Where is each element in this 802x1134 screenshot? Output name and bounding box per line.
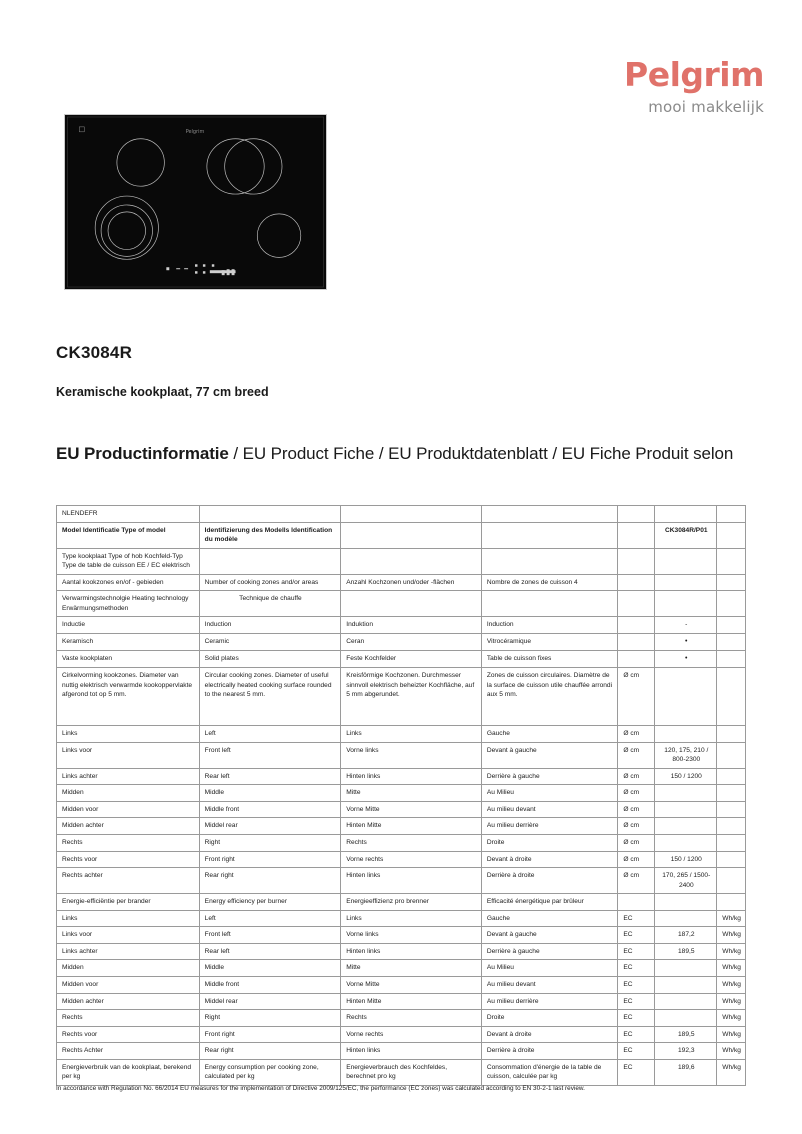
table-cell — [655, 1010, 717, 1027]
table-cell: Rear left — [199, 943, 341, 960]
table-cell: Rechts achter — [57, 868, 200, 894]
table-cell — [717, 574, 746, 591]
table-cell: Ø cm — [618, 835, 655, 852]
table-cell: Energieverbruik van de kookplaat, berekend per kg — [57, 1059, 200, 1085]
table-cell: Induction — [199, 617, 341, 634]
table-cell: Energy consumption per cooking zone, calculated per kg — [199, 1059, 341, 1085]
table-cell — [717, 742, 746, 768]
table-cell: EC — [618, 960, 655, 977]
table-cell: Wh/kg — [717, 910, 746, 927]
table-cell: Rechts voor — [57, 851, 200, 868]
table-cell — [618, 591, 655, 617]
table-cell: Ø cm — [618, 818, 655, 835]
table-cell: Rechts voor — [57, 1026, 200, 1043]
table-cell: Gauche — [481, 910, 618, 927]
table-cell: Efficacité énergétique par brûleur — [481, 894, 618, 911]
table-row — [57, 835, 746, 852]
table-cell: Rear right — [199, 868, 341, 894]
table-cell: Wh/kg — [717, 960, 746, 977]
table-cell: Links achter — [57, 768, 200, 785]
table-cell: Devant à droite — [481, 851, 618, 868]
table-cell — [341, 522, 482, 548]
table-cell: 187,2 — [655, 927, 717, 944]
brand-logo — [584, 55, 764, 116]
table-row — [57, 785, 746, 802]
table-cell: 150 / 1200 — [655, 768, 717, 785]
table-cell: Au milieu devant — [481, 976, 618, 993]
table-cell: Ø cm — [618, 668, 655, 726]
table-cell: Rechts Achter — [57, 1043, 200, 1060]
table-cell: Middle — [199, 785, 341, 802]
table-cell — [655, 785, 717, 802]
table-cell: Derrière à gauche — [481, 768, 618, 785]
table-cell: Derrière à droite — [481, 868, 618, 894]
table-cell: Hinten links — [341, 868, 482, 894]
table-cell: Energy efficiency per burner — [199, 894, 341, 911]
table-cell — [717, 617, 746, 634]
table-cell — [655, 993, 717, 1010]
table-cell — [655, 726, 717, 743]
table-row — [57, 943, 746, 960]
table-cell: Verwarmingstechnolgie Heating technology Erwärmungsmethoden — [57, 591, 200, 617]
table-row — [57, 574, 746, 591]
table-cell: Ø cm — [618, 768, 655, 785]
table-row — [57, 976, 746, 993]
table-cell: Derrière à gauche — [481, 943, 618, 960]
table-cell: Technique de chauffe — [199, 591, 341, 617]
table-cell: Front left — [199, 742, 341, 768]
product-subtitle: Keramische kookplaat, 77 cm breed — [56, 385, 269, 399]
table-cell — [717, 651, 746, 668]
table-cell: Gauche — [481, 726, 618, 743]
table-cell — [655, 894, 717, 911]
table-cell: EC — [618, 1059, 655, 1085]
table-cell: Energieeffizienz pro brenner — [341, 894, 482, 911]
table-cell — [717, 785, 746, 802]
table-cell: CK3084R/P01 — [655, 522, 717, 548]
table-cell: EC — [618, 1043, 655, 1060]
table-cell: Rear right — [199, 1043, 341, 1060]
table-cell — [655, 960, 717, 977]
table-cell — [655, 801, 717, 818]
table-cell — [655, 818, 717, 835]
table-row — [57, 801, 746, 818]
table-row — [57, 506, 746, 523]
table-row — [57, 927, 746, 944]
table-cell: Midden voor — [57, 976, 200, 993]
table-cell: EC — [618, 1026, 655, 1043]
table-cell — [618, 651, 655, 668]
table-cell — [199, 506, 341, 523]
table-cell — [717, 506, 746, 523]
table-cell — [717, 851, 746, 868]
table-row — [57, 851, 746, 868]
table-cell: Cirkelvorming kookzones. Diameter van nuttig elektrisch verwarmde kookoppervlakte afgerond tot op 5 mm. — [57, 668, 200, 726]
table-cell — [618, 522, 655, 548]
table-cell: Vaste kookplaten — [57, 651, 200, 668]
table-cell: Front right — [199, 1026, 341, 1043]
eu-heading-rest: / EU Product Fiche / EU Produktdatenblatt / EU Fiche Produit selon — [228, 444, 734, 463]
table-cell: Midden — [57, 960, 200, 977]
table-cell — [341, 506, 482, 523]
table-cell: Hinten links — [341, 768, 482, 785]
table-cell: Wh/kg — [717, 1010, 746, 1027]
table-row — [57, 1026, 746, 1043]
table-row — [57, 633, 746, 650]
table-cell: 150 / 1200 — [655, 851, 717, 868]
table-row — [57, 1059, 746, 1085]
table-cell: Ceramic — [199, 633, 341, 650]
table-row — [57, 726, 746, 743]
table-cell: Nombre de zones de cuisson 4 — [481, 574, 618, 591]
table-cell: Left — [199, 910, 341, 927]
table-cell: Ø cm — [618, 851, 655, 868]
table-cell: 170, 265 / 1500-2400 — [655, 868, 717, 894]
table-cell: 189,5 — [655, 943, 717, 960]
table-cell: EC — [618, 943, 655, 960]
table-cell: 120, 175, 210 / 800-2300 — [655, 742, 717, 768]
table-cell: Midden voor — [57, 801, 200, 818]
table-cell: Vorne Mitte — [341, 976, 482, 993]
table-cell: Front right — [199, 851, 341, 868]
table-cell: Midden — [57, 785, 200, 802]
table-cell: Consommation d'énergie de la table de cuisson, calculée par kg — [481, 1059, 618, 1085]
table-cell: Middel rear — [199, 993, 341, 1010]
table-row — [57, 742, 746, 768]
table-cell: Vorne links — [341, 742, 482, 768]
table-cell: Links — [57, 910, 200, 927]
table-cell: Right — [199, 835, 341, 852]
table-cell: Kreisförmige Kochzonen. Durchmesser sinnvoll elektrisch beheizter Kochfläche, auf 5 mm abgerundet. — [341, 668, 482, 726]
table-cell: 189,6 — [655, 1059, 717, 1085]
table-cell: EC — [618, 910, 655, 927]
table-row — [57, 1043, 746, 1060]
table-cell — [717, 633, 746, 650]
table-cell: Droite — [481, 835, 618, 852]
table-cell: Solid plates — [199, 651, 341, 668]
table-cell: Inductie — [57, 617, 200, 634]
table-cell: Hinten links — [341, 943, 482, 960]
table-cell: Front left — [199, 927, 341, 944]
table-cell: Vorne Mitte — [341, 801, 482, 818]
table-cell: Links — [57, 726, 200, 743]
table-cell: Au milieu devant — [481, 801, 618, 818]
table-cell — [655, 835, 717, 852]
table-cell: Feste Kochfelder — [341, 651, 482, 668]
table-cell: Wh/kg — [717, 1043, 746, 1060]
table-cell: Aantal kookzones en/of - gebieden — [57, 574, 200, 591]
table-cell: Vorne links — [341, 927, 482, 944]
table-cell — [481, 548, 618, 574]
table-cell: Middel rear — [199, 818, 341, 835]
table-cell: Hinten links — [341, 1043, 482, 1060]
brand-name: Pelgrim — [624, 55, 764, 94]
table-cell: Wh/kg — [717, 943, 746, 960]
table-cell: Wh/kg — [717, 993, 746, 1010]
svg-text:Pelgrim: Pelgrim — [185, 128, 205, 135]
table-cell: Rechts — [341, 835, 482, 852]
table-cell: Derrière à droite — [481, 1043, 618, 1060]
table-row — [57, 651, 746, 668]
table-cell: Au Milieu — [481, 960, 618, 977]
table-cell — [655, 976, 717, 993]
table-cell: Wh/kg — [717, 976, 746, 993]
table-cell — [481, 591, 618, 617]
table-cell — [655, 506, 717, 523]
table-row — [57, 1010, 746, 1027]
table-cell: EC — [618, 976, 655, 993]
table-row — [57, 522, 746, 548]
table-row — [57, 617, 746, 634]
table-row — [57, 993, 746, 1010]
table-cell — [618, 617, 655, 634]
table-cell: Ceran — [341, 633, 482, 650]
product-model-title: CK3084R — [56, 343, 133, 362]
table-cell — [618, 548, 655, 574]
table-cell — [341, 548, 482, 574]
table-cell: Ø cm — [618, 801, 655, 818]
table-cell: Energie-efficiëntie per brander — [57, 894, 200, 911]
table-cell: • — [655, 651, 717, 668]
table-cell: Au milieu derrière — [481, 818, 618, 835]
table-cell: NLENDEFR — [57, 506, 200, 523]
table-cell — [481, 522, 618, 548]
table-cell: Ø cm — [618, 868, 655, 894]
table-cell: Devant à droite — [481, 1026, 618, 1043]
table-cell: Middle front — [199, 976, 341, 993]
table-cell: EC — [618, 993, 655, 1010]
table-cell: Midden achter — [57, 818, 200, 835]
table-cell: Links voor — [57, 927, 200, 944]
table-cell: • — [655, 633, 717, 650]
table-cell: Rear left — [199, 768, 341, 785]
table-cell: Induktion — [341, 617, 482, 634]
table-cell — [717, 835, 746, 852]
table-cell — [341, 591, 482, 617]
table-cell — [655, 591, 717, 617]
table-cell — [717, 548, 746, 574]
table-cell: Wh/kg — [717, 1026, 746, 1043]
table-cell: Vitrocéramique — [481, 633, 618, 650]
table-cell: Rechts — [341, 1010, 482, 1027]
table-cell: Links voor — [57, 742, 200, 768]
table-cell: Devant à gauche — [481, 742, 618, 768]
table-cell: Zones de cuisson circulaires. Diamètre de la surface de cuisson utile chauffée arrondi aux 5 mm. — [481, 668, 618, 726]
table-cell: Identifizierung des Modells Identification du modèle — [199, 522, 341, 548]
table-cell: Right — [199, 1010, 341, 1027]
table-cell: Keramisch — [57, 633, 200, 650]
table-cell: Midden achter — [57, 993, 200, 1010]
table-cell — [717, 726, 746, 743]
table-row — [57, 548, 746, 574]
table-cell: Rechts — [57, 835, 200, 852]
table-cell: Middle — [199, 960, 341, 977]
table-cell: - — [655, 617, 717, 634]
table-cell — [717, 668, 746, 726]
table-cell: Vorne rechts — [341, 1026, 482, 1043]
table-cell: Links achter — [57, 943, 200, 960]
table-cell: Table de cuisson fixes — [481, 651, 618, 668]
table-row — [57, 668, 746, 726]
table-cell: Induction — [481, 617, 618, 634]
table-cell — [199, 548, 341, 574]
table-cell — [717, 591, 746, 617]
table-row — [57, 868, 746, 894]
table-cell: Number of cooking zones and/or areas — [199, 574, 341, 591]
table-cell — [618, 633, 655, 650]
regulation-footnote: In accordance with Regulation No. 66/2014 EU measures for the implementation of Directive 2009/125/EC, the performance (EC zones) was calculated according to EN 30-2-1 last review. — [56, 1085, 585, 1092]
table-cell — [481, 506, 618, 523]
ceramic-hob-illustration — [65, 115, 326, 289]
table-cell: Circular cooking zones. Diameter of useful electrically heated cooking surface rounded to the nearest 5 mm. — [199, 668, 341, 726]
table-cell: Wh/kg — [717, 1059, 746, 1085]
table-cell: Left — [199, 726, 341, 743]
table-cell: Mitte — [341, 785, 482, 802]
table-cell — [618, 574, 655, 591]
table-row — [57, 910, 746, 927]
table-cell — [717, 868, 746, 894]
table-cell: Au milieu derrière — [481, 993, 618, 1010]
table-cell: Mitte — [341, 960, 482, 977]
table-cell: Au Milieu — [481, 785, 618, 802]
table-cell: 192,3 — [655, 1043, 717, 1060]
table-cell: Links — [341, 910, 482, 927]
table-cell — [717, 818, 746, 835]
table-cell: Ø cm — [618, 785, 655, 802]
table-row — [57, 818, 746, 835]
table-cell: EC — [618, 1010, 655, 1027]
table-cell — [618, 894, 655, 911]
table-cell: Links — [341, 726, 482, 743]
product-photo — [64, 114, 327, 290]
table-cell — [717, 894, 746, 911]
table-cell — [655, 574, 717, 591]
table-cell: Energieverbrauch des Kochfeldes, berechnet pro kg — [341, 1059, 482, 1085]
table-cell: Ø cm — [618, 726, 655, 743]
table-cell: Rechts — [57, 1010, 200, 1027]
table-cell: Middle front — [199, 801, 341, 818]
table-row — [57, 960, 746, 977]
spec-table-body — [57, 506, 746, 1086]
table-cell: Wh/kg — [717, 927, 746, 944]
table-cell — [655, 668, 717, 726]
table-cell: Devant à gauche — [481, 927, 618, 944]
table-cell — [655, 910, 717, 927]
table-cell: 189,5 — [655, 1026, 717, 1043]
table-cell — [717, 522, 746, 548]
table-cell — [655, 548, 717, 574]
brand-tagline: mooi makkelijk — [648, 98, 764, 116]
eu-product-information-table — [56, 505, 746, 1086]
table-cell — [717, 801, 746, 818]
table-cell: Droite — [481, 1010, 618, 1027]
table-cell: Ø cm — [618, 742, 655, 768]
table-row — [57, 591, 746, 617]
table-row — [57, 894, 746, 911]
table-row — [57, 768, 746, 785]
table-cell: EC — [618, 927, 655, 944]
table-cell: Anzahl Kochzonen und/oder -flächen — [341, 574, 482, 591]
table-cell: Hinten Mitte — [341, 818, 482, 835]
eu-product-information-heading — [56, 444, 733, 464]
table-cell: Type kookplaat Type of hob Kochfeld-Typ Type de table de cuisson EE / EC elektrisch — [57, 548, 200, 574]
table-cell: Model Identificatie Type of model — [57, 522, 200, 548]
table-cell — [717, 768, 746, 785]
table-cell: Vorne rechts — [341, 851, 482, 868]
table-cell: Hinten Mitte — [341, 993, 482, 1010]
eu-heading-bold: EU Productinformatie — [56, 444, 229, 463]
table-cell — [618, 506, 655, 523]
